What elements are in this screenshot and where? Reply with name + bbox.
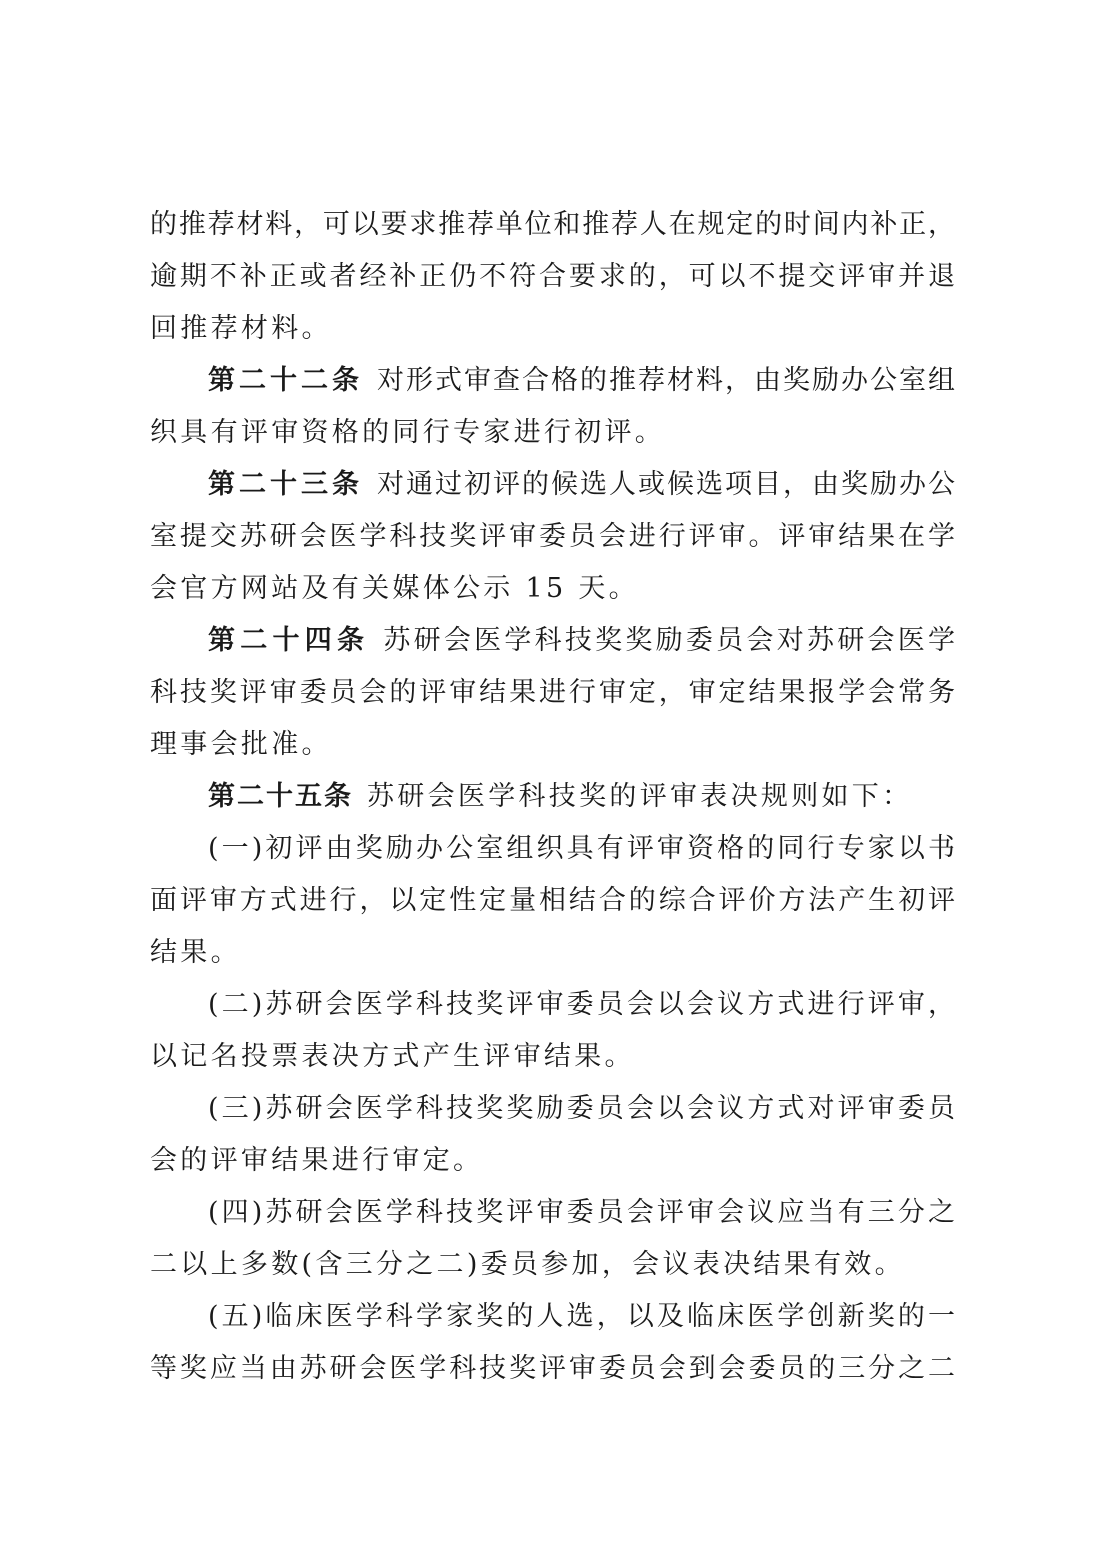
clause-4-line: (四)苏研会医学科技奖评审委员会评审会议应当有三分之 <box>208 1197 955 1228</box>
body-line: 织具有评审资格的同行专家进行初评。 <box>150 417 666 448</box>
body-line: 结果。 <box>150 937 241 968</box>
article-23-text: 对通过初评的候选人或候选项目，由奖励办公 <box>377 469 955 500</box>
article-25-heading: 第二十五条 <box>208 781 353 812</box>
body-line: 回推荐材料。 <box>150 313 332 344</box>
body-line: 以记名投票表决方式产生评审结果。 <box>150 1041 635 1072</box>
article-24-heading: 第二十四条 <box>208 625 370 656</box>
article-23-line <box>208 465 955 505</box>
body-line: 等奖应当由苏研会医学科技奖评审委员会到会委员的三分之二 <box>150 1353 955 1384</box>
article-22-line <box>208 361 955 401</box>
body-line: 理事会批准。 <box>150 729 332 760</box>
article-25-line <box>208 777 955 817</box>
article-24-line <box>208 621 955 661</box>
body-line: 逾期不补正或者经补正仍不符合要求的，可以不提交评审并退 <box>150 261 955 292</box>
article-22-text: 对形式审查合格的推荐材料，由奖励办公室组 <box>377 365 955 396</box>
article-24-text: 苏研会医学科技奖奖励委员会对苏研会医学 <box>383 625 955 656</box>
article-25-text: 苏研会医学科技奖的评审表决规则如下： <box>367 781 913 812</box>
article-23-heading: 第二十三条 <box>208 469 363 500</box>
body-line: 的推荐材料，可以要求推荐单位和推荐人在规定的时间内补正， <box>150 209 955 240</box>
clause-5-line: (五)临床医学科学家奖的人选，以及临床医学创新奖的一 <box>208 1301 955 1332</box>
article-22-heading: 第二十二条 <box>208 365 363 396</box>
clause-3-line: (三)苏研会医学科技奖奖励委员会以会议方式对评审委员 <box>208 1093 955 1124</box>
body-line: 会官方网站及有关媒体公示 15 天。 <box>150 573 639 604</box>
clause-2-line: (二)苏研会医学科技奖评审委员会以会议方式进行评审， <box>208 989 955 1020</box>
clause-1-line: (一)初评由奖励办公室组织具有评审资格的同行专家以书 <box>208 833 955 864</box>
body-line: 科技奖评审委员会的评审结果进行审定，审定结果报学会常务 <box>150 677 955 708</box>
body-line: 二以上多数(含三分之二)委员参加，会议表决结果有效。 <box>150 1249 905 1280</box>
body-line: 面评审方式进行，以定性定量相结合的综合评价方法产生初评 <box>150 885 955 916</box>
body-line: 会的评审结果进行审定。 <box>150 1145 484 1176</box>
body-line: 室提交苏研会医学科技奖评审委员会进行评审。评审结果在学 <box>150 521 955 552</box>
